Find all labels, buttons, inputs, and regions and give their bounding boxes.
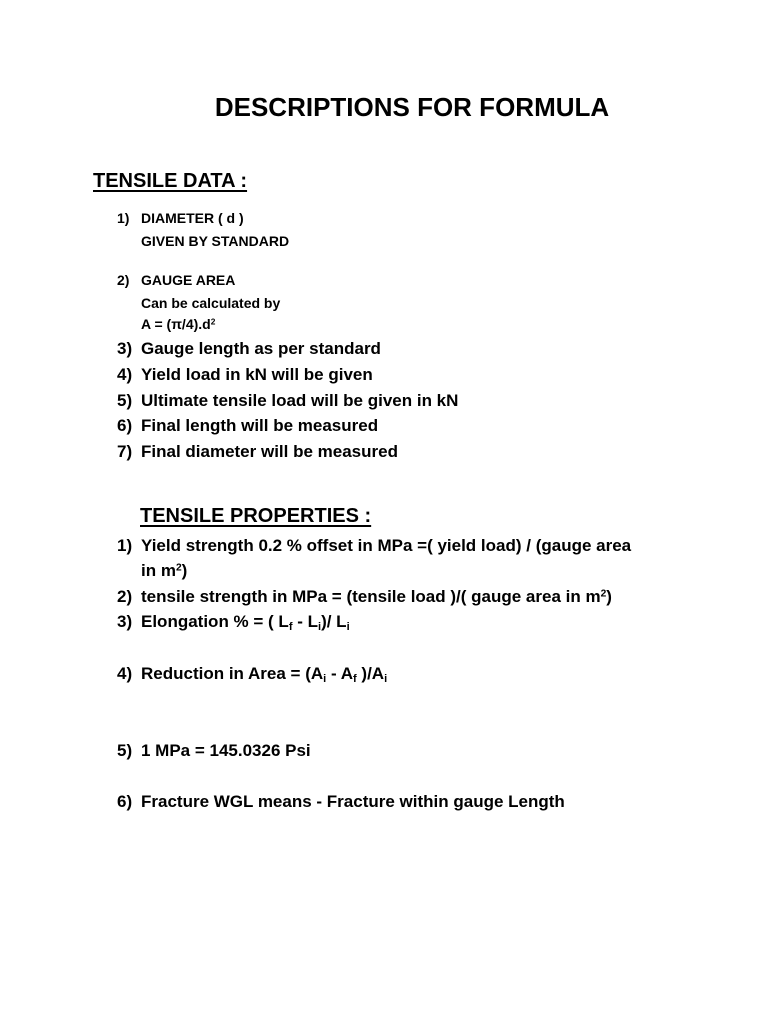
subscript: i xyxy=(318,620,322,633)
list-text: DIAMETER ( d ) xyxy=(141,210,244,226)
list-text: ) xyxy=(606,587,612,606)
list-number: 1) xyxy=(117,536,133,555)
property-mpa-conversion xyxy=(117,741,311,761)
superscript: 2 xyxy=(175,562,182,574)
list-text: GAUGE AREA xyxy=(141,272,236,288)
list-number: 3) xyxy=(117,612,133,631)
list-number: 4) xyxy=(117,664,133,683)
formula-text: - A xyxy=(326,664,353,683)
list-number: 1) xyxy=(117,210,130,226)
list-number: 2) xyxy=(117,587,133,606)
list-item xyxy=(117,416,378,436)
formula-text: Reduction in Area = (A xyxy=(141,664,324,683)
tensile-properties-heading: TENSILE PROPERTIES : xyxy=(140,505,372,527)
formula-text: )/ L xyxy=(321,612,347,631)
list-number: 3) xyxy=(117,339,133,358)
list-item xyxy=(117,442,398,462)
tensile-data-heading: TENSILE DATA : xyxy=(93,170,248,192)
formula-text: Elongation % = ( L xyxy=(141,612,289,631)
list-text: 1 MPa = 145.0326 Psi xyxy=(141,741,311,760)
list-item xyxy=(117,391,458,411)
property-fracture-wgl xyxy=(117,792,565,812)
subscript: f xyxy=(353,672,357,685)
property-tensile-strength xyxy=(117,587,612,607)
list-item-diameter-note: GIVEN BY STANDARD xyxy=(141,233,290,249)
property-reduction-in-area xyxy=(117,664,387,685)
list-item-diameter xyxy=(117,210,244,226)
list-number: 6) xyxy=(117,416,133,435)
list-text: Ultimate tensile load will be given in kN xyxy=(141,391,459,410)
list-item xyxy=(117,339,381,359)
formula-text: )/A xyxy=(356,664,385,683)
subscript: i xyxy=(384,672,388,685)
list-text: Final diameter will be measured xyxy=(141,442,398,461)
subscript: f xyxy=(288,620,293,633)
superscript: 2 xyxy=(210,316,216,327)
list-text: Gauge length as per standard xyxy=(141,339,381,358)
list-item-gauge-area xyxy=(117,272,235,288)
property-elongation xyxy=(117,612,350,633)
subscript: i xyxy=(346,620,350,633)
superscript: 2 xyxy=(600,588,607,600)
property-yield-strength xyxy=(117,536,631,556)
list-text: ) xyxy=(181,561,188,580)
list-number: 7) xyxy=(117,442,133,461)
list-text: Final length will be measured xyxy=(141,416,379,435)
formula-text: - L xyxy=(292,612,318,631)
list-text: tensile strength in MPa = (tensile load )/( gauge area in m xyxy=(141,587,601,606)
formula-text: A = (π/4).d xyxy=(141,316,211,332)
subscript: i xyxy=(323,672,327,685)
list-text: Yield load in kN will be given xyxy=(141,365,373,384)
list-number: 6) xyxy=(117,792,133,811)
list-item xyxy=(117,365,373,385)
list-number: 4) xyxy=(117,365,133,384)
gauge-area-formula xyxy=(141,316,215,332)
page-title: DESCRIPTIONS FOR FORMULA xyxy=(214,92,610,122)
list-number: 5) xyxy=(117,741,133,760)
property-yield-strength-cont xyxy=(141,561,187,581)
list-number: 5) xyxy=(117,391,133,410)
list-number: 2) xyxy=(117,272,130,288)
list-item-gauge-area-note: Can be calculated by xyxy=(141,295,281,311)
list-text: Fracture WGL means - Fracture within gauge Length xyxy=(141,792,565,811)
list-text: Yield strength 0.2 % offset in MPa =( yield load) / (gauge area xyxy=(141,536,632,555)
list-text: in m xyxy=(141,561,176,580)
